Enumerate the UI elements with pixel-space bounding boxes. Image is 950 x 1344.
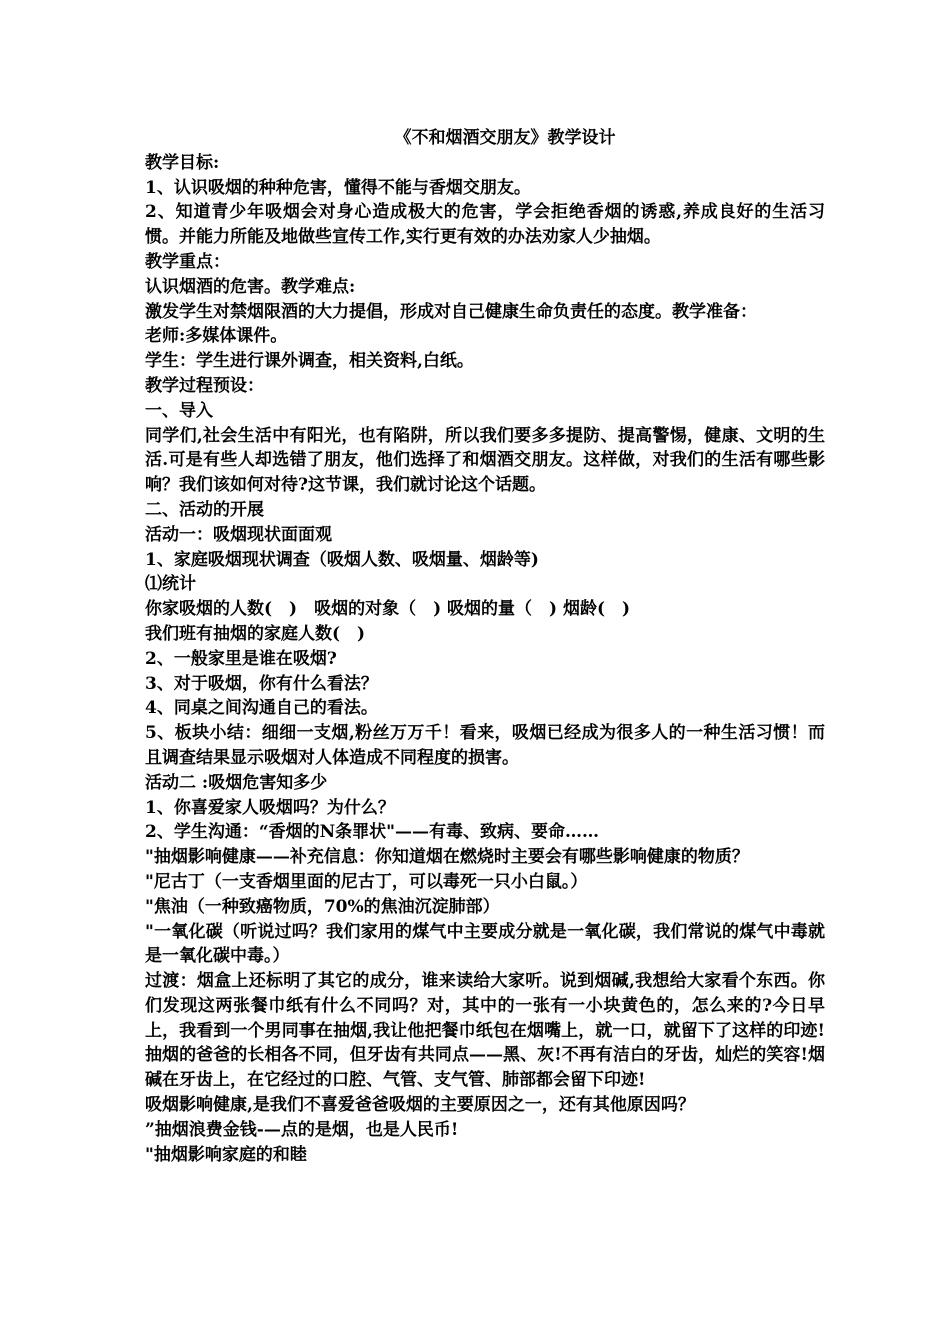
tar-item: "焦油（一种致癌物质，70%的焦油沉淀肺部） [145,896,500,917]
document-body [145,126,825,1167]
family-harmony-item: "抽烟影响家庭的和睦 [145,1144,307,1165]
heading-teaching-goals: 教学目标: [145,152,220,173]
statistics-label: ⑴统计 [145,574,196,595]
health-impact-info: "抽烟影响健康——补充信息：你知道烟在燃烧时主要会有哪些影响健康的物质？ [145,847,749,868]
carbon-monoxide-item: "一氧化碳（听说过吗？我们家用的煤气中主要成分就是一氧化碳，我们常说的煤气中毒就是一氧化碳中毒。） [145,921,825,967]
heading-process: 教学过程预设： [145,375,264,396]
money-waste-item: ”抽烟浪费金钱-—点的是烟，也是人民币! [145,1119,459,1140]
document-title: 《不和烟酒交朋友》教学设计 [394,128,616,148]
activity-two-question-2: 2、学生沟通：“香烟的N条罪状"——有毒、致病、要命…… [145,822,600,843]
heading-key-points: 教学重点： [145,251,230,272]
difficulty-text: 激发学生对禁烟限酒的大力提倡，形成对自己健康生命负责任的态度。教学准备： [145,301,757,322]
transition-paragraph: 过渡：烟盒上还标明了其它的成分，谁来读给大家听。说到烟碱,我想给大家看个东西。你们发现这两张餐巾纸有什么不同吗？对，其中的一张有一小块黄色的，怎么来的?今日早上，我看到一个男同事在抽烟,我让他把餐巾纸包在烟嘴上，就一口，就留下了这样的印迹!抽烟的爸爸的长相各不同，但牙齿有共同点——黑、灰!不再有洁白的牙齿，灿烂的笑容!烟碱在牙齿上，在它经过的口腔、气管、支气管、肺部都会留下印迹! [145,971,825,1091]
intro-paragraph: 同学们,社会生活中有阳光，也有陷阱，所以我们要多多提防、提高警惕，健康、文明的生活.可是有些人却选错了朋友，他们选择了和烟酒交朋友。这样做，对我们的生活有哪些影响？我们该如何对待?这节课，我们就讨论这个话题。 [145,425,825,496]
question-2: 2、一般家里是谁在吸烟? [145,648,337,669]
survey-item-1: 1、家庭吸烟现状调查（吸烟人数、吸烟量、烟龄等) [145,549,539,570]
goal-item-1: 1、认识吸烟的种种危害，懂得不能与香烟交朋友。 [145,177,531,198]
section-intro-heading: 一、导入 [145,400,213,421]
activity-two-heading: 活动二 :吸烟危害知多少 [145,772,328,793]
teacher-prep: 老师:多媒体课件。 [145,326,288,347]
key-points-text: 认识烟酒的危害。教学难点: [145,276,356,297]
question-3: 3、对于吸烟，你有什么看法？ [145,673,378,694]
student-prep: 学生：学生进行课外调查，相关资料,白纸。 [145,351,474,372]
other-reasons-question: 吸烟影响健康,是我们不喜爱爸爸吸烟的主要原因之一，还有其他原因吗？ [145,1095,695,1116]
question-4: 4、同桌之间沟通自己的看法。 [145,698,378,719]
section-activities-heading: 二、活动的开展 [145,499,264,520]
activity-two-question-1: 1、你喜爱家人吸烟吗？为什么？ [145,797,395,818]
nicotine-item: "尼古丁（一支香烟里面的尼古丁，可以毒死一只小白鼠。） [145,871,588,892]
activity-one-heading: 活动一：吸烟现状面面观 [145,524,332,545]
goal-item-2: 2、知道青少年吸烟会对身心造成极大的危害，学会拒绝香烟的诱惑,养成良好的生活习惯。并能力所能及地做些宣传工作,实行更有效的办法劝家人少抽烟。 [145,202,825,248]
statistics-fill-in-1: 你家吸烟的人数( ) 吸烟的对象（ ) 吸烟的量（ ) 烟龄( ) [145,599,631,620]
summary-5: 5、板块小结：细细一支烟,粉丝万万千！看来，吸烟已经成为很多人的一种生活习惯！而且调查结果显示吸烟对人体造成不同程度的损害。 [145,723,825,768]
statistics-fill-in-2: 我们班有抽烟的家庭人数( ) [145,623,366,644]
